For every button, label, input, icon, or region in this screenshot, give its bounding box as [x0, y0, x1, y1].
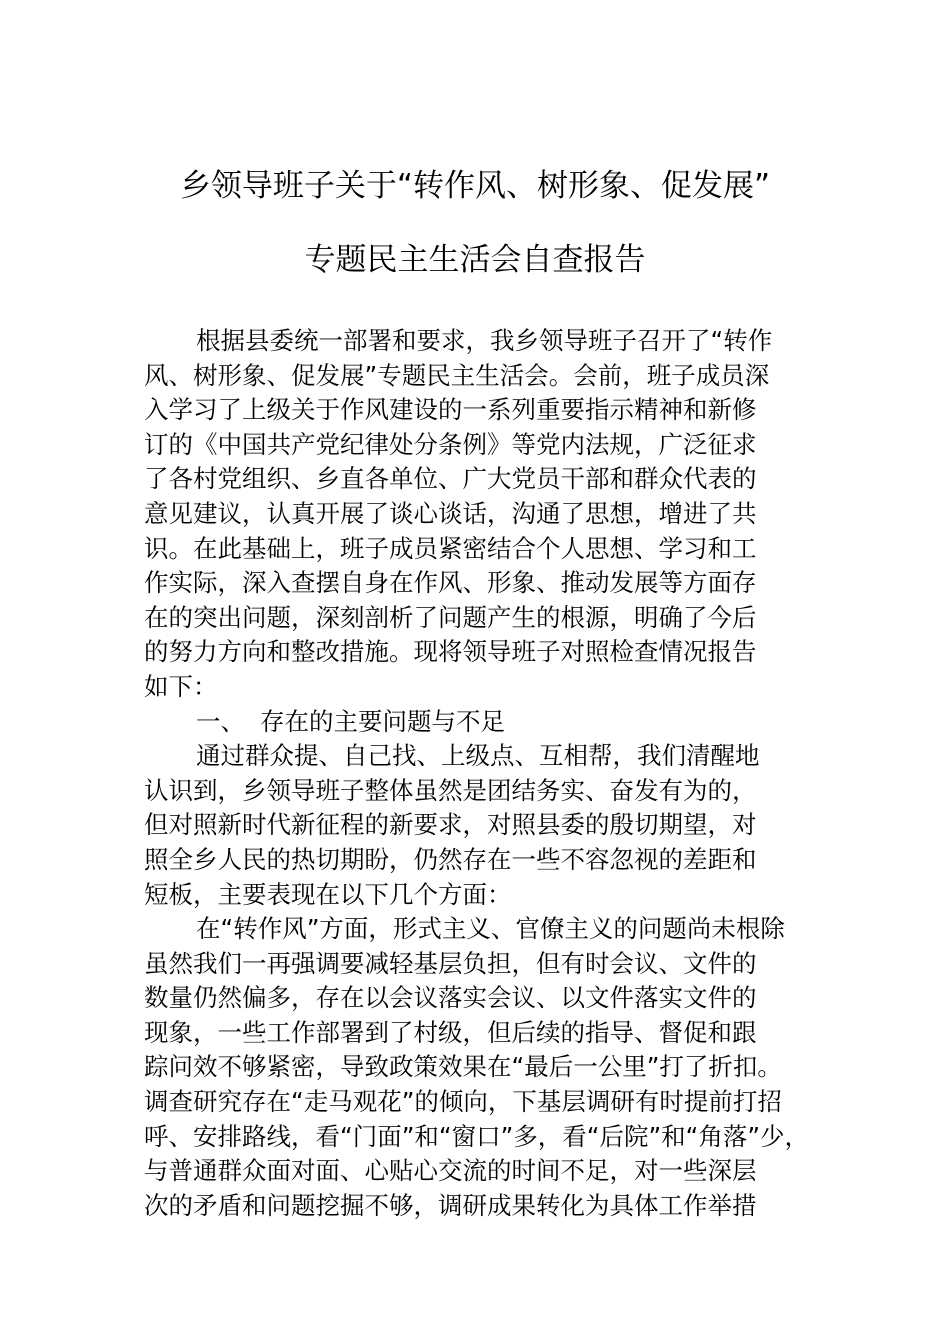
document-title-line-2: 专题民主生活会自查报告 [304, 242, 646, 278]
paragraph-line: 在“转作风”方面，形式主义、官僚主义的问题尚未根除 [196, 914, 785, 944]
paragraph-line: 认识到，乡领导班子整体虽然是团结务实、奋发有为的， [144, 775, 757, 805]
paragraph-line: 数量仍然偏多，存在以会议落实会议、以文件落实文件的 [144, 983, 757, 1013]
paragraph-line: 识。在此基础上，班子成员紧密结合个人思想、学习和工 [144, 533, 757, 563]
paragraph-line: 意见建议，认真开展了谈心谈话，沟通了思想，增进了共 [144, 498, 757, 528]
paragraph-line: 与普通群众面对面、心贴心交流的时间不足，对一些深层 [144, 1156, 757, 1186]
paragraph-line: 踪问效不够紧密，导致政策效果在“最后一公里”打了折扣。 [144, 1052, 782, 1082]
paragraph-line: 短板，主要表现在以下几个方面： [144, 879, 512, 909]
section-heading-text: 存在的主要问题与不足 [260, 706, 505, 736]
paragraph-line: 虽然我们一再强调要减轻基层负担，但有时会议、文件的 [144, 948, 757, 978]
paragraph-line: 在的突出问题，深刻剖析了问题产生的根源，明确了今后 [144, 602, 757, 632]
paragraph-line: 通过群众提、自己找、上级点、互相帮，我们清醒地 [196, 741, 760, 771]
paragraph-line: 风、树形象、促发展”专题民主生活会。会前，班子成员深 [144, 360, 770, 390]
document-title-line-1: 乡领导班子关于“转作风、树形象、促发展” [179, 168, 771, 204]
paragraph-line: 照全乡人民的热切期盼，仍然存在一些不容忽视的差距和 [144, 844, 757, 874]
paragraph-line: 作实际，深入查摆自身在作风、形象、推动发展等方面存 [144, 568, 757, 598]
paragraph-line: 现象，一些工作部署到了村级，但后续的指导、督促和跟 [144, 1017, 757, 1047]
section-heading-number: 一、 [196, 706, 245, 736]
paragraph-line: 呼、安排路线，看“门面”和“窗口”多，看“后院”和“角落”少， [144, 1121, 810, 1151]
paragraph-line: 调查研究存在“走马观花”的倾向，下基层调研有时提前打招 [144, 1087, 782, 1117]
paragraph-line: 入学习了上级关于作风建设的一系列重要指示精神和新修 [144, 395, 757, 425]
paragraph-line: 如下： [144, 671, 218, 701]
section-heading [144, 705, 808, 740]
paragraph-line: 次的矛盾和问题挖掘不够，调研成果转化为具体工作举措 [144, 1190, 757, 1220]
paragraph-line: 订的《中国共产党纪律处分条例》等党内法规，广泛征求 [144, 429, 757, 459]
paragraph-line: 根据县委统一部署和要求，我乡领导班子召开了“转作 [196, 326, 773, 355]
document-body [144, 324, 808, 1223]
paragraph-line: 但对照新时代新征程的新要求，对照县委的殷切期望，对 [144, 810, 757, 840]
paragraph-line: 的努力方向和整改措施。现将领导班子对照检查情况报告 [144, 637, 757, 667]
paragraph-line: 了各村党组织、乡直各单位、广大党员干部和群众代表的 [144, 464, 757, 494]
